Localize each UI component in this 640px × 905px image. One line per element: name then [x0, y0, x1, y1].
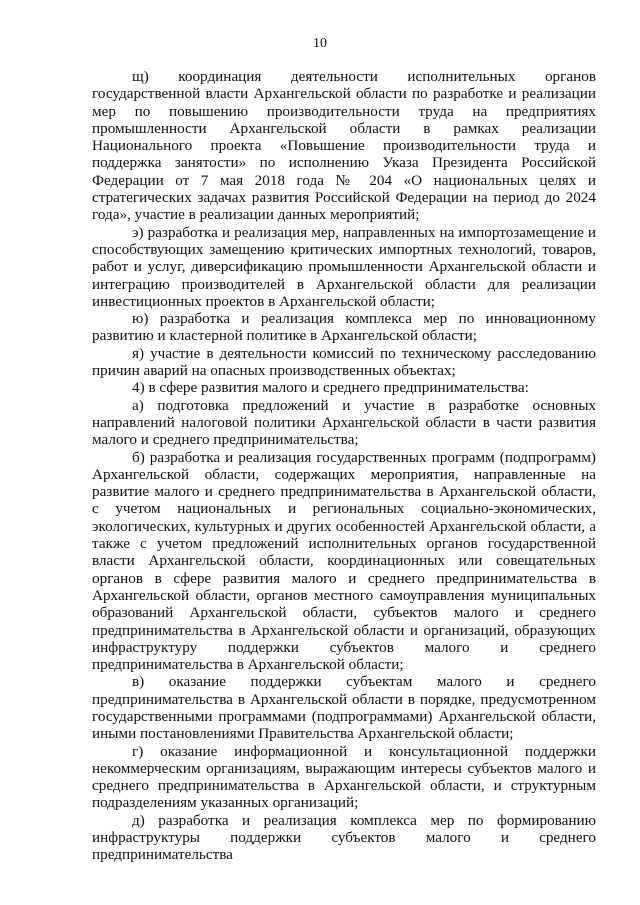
- paragraph-shch: щ) координация деятельности исполнительных органов государственной власти Архангельской области по разработке и реализации мер по повышению производительности труда на предприятиях промышленности Архангельской области в рамках реализации Национального проекта «Повышение производительности труда и поддержка занятости» по исполнению Указа Президента Российской Федерации от 7 мая 2018 года № 204 «О национальных целях и стратегических задачах развития Российской Федерации на период до 2024 года», участие в реализации данных мероприятий;: [92, 68, 596, 224]
- paragraph-a: а) подготовка предложений и участие в разработке основных направлений налоговой политики Архангельской области в части развития малого и среднего предпринимательства;: [92, 396, 596, 449]
- document-body: [92, 68, 596, 864]
- page-number: 10: [313, 36, 327, 51]
- paragraph-d: д) разработка и реализация комплекса мер по формированию инфраструктуры поддержки субъектов малого и среднего предпринимательства: [92, 811, 596, 864]
- paragraph-b: б) разработка и реализация государственных программ (подпрограмм) Архангельской области, содержащих мероприятия, направленные на развитие малого и среднего предпринимательства в Архангельской области, с учетом национальных и региональных социально-экономических, экологических, культурных и других особенностей Архангельской области, а также с учетом предложений исполнительных органов государственной власти Архангельской области, координационных или совещательных органов в сфере развития малого и среднего предпринимательства в Архангельской области, органов местного самоуправления муниципальных образований Архангельской области, субъектов малого и среднего предпринимательства в Архангельской области и организаций, образующих инфраструктуру поддержки субъектов малого и среднего предпринимательства в Архангельской области;: [92, 448, 596, 674]
- paragraph-yu: ю) разработка и реализация комплекса мер по инновационному развитию и кластерной политике в Архангельской области;: [92, 310, 596, 345]
- paragraph-e: э) разработка и реализация мер, направленных на импортозамещение и способствующих замещению критических импортных технологий, товаров, работ и услуг, диверсификацию промышленности Архангельской области и интеграцию производителей в Архангельской области для реализации инвестиционных проектов в Архангельской области;: [92, 223, 596, 310]
- paragraph-g: г) оказание информационной и консультационной поддержки некоммерческим организациям, выражающим интересы субъектов малого и среднего предпринимательства в Архангельской области, и структурным подразделениям указанных организаций;: [92, 742, 596, 812]
- paragraph-v: в) оказание поддержки субъектам малого и среднего предпринимательства в Архангельской области в порядке, предусмотренном государственными программами (подпрограммами) Архангельской области, иными постановлениями Правительства Архангельской области;: [92, 673, 596, 743]
- paragraph-ya: я) участие в деятельности комиссий по техническому расследованию причин аварий на опасных производственных объектах;: [92, 344, 596, 380]
- section-heading-4: 4) в сфере развития малого и среднего предпринимательства:: [132, 379, 529, 397]
